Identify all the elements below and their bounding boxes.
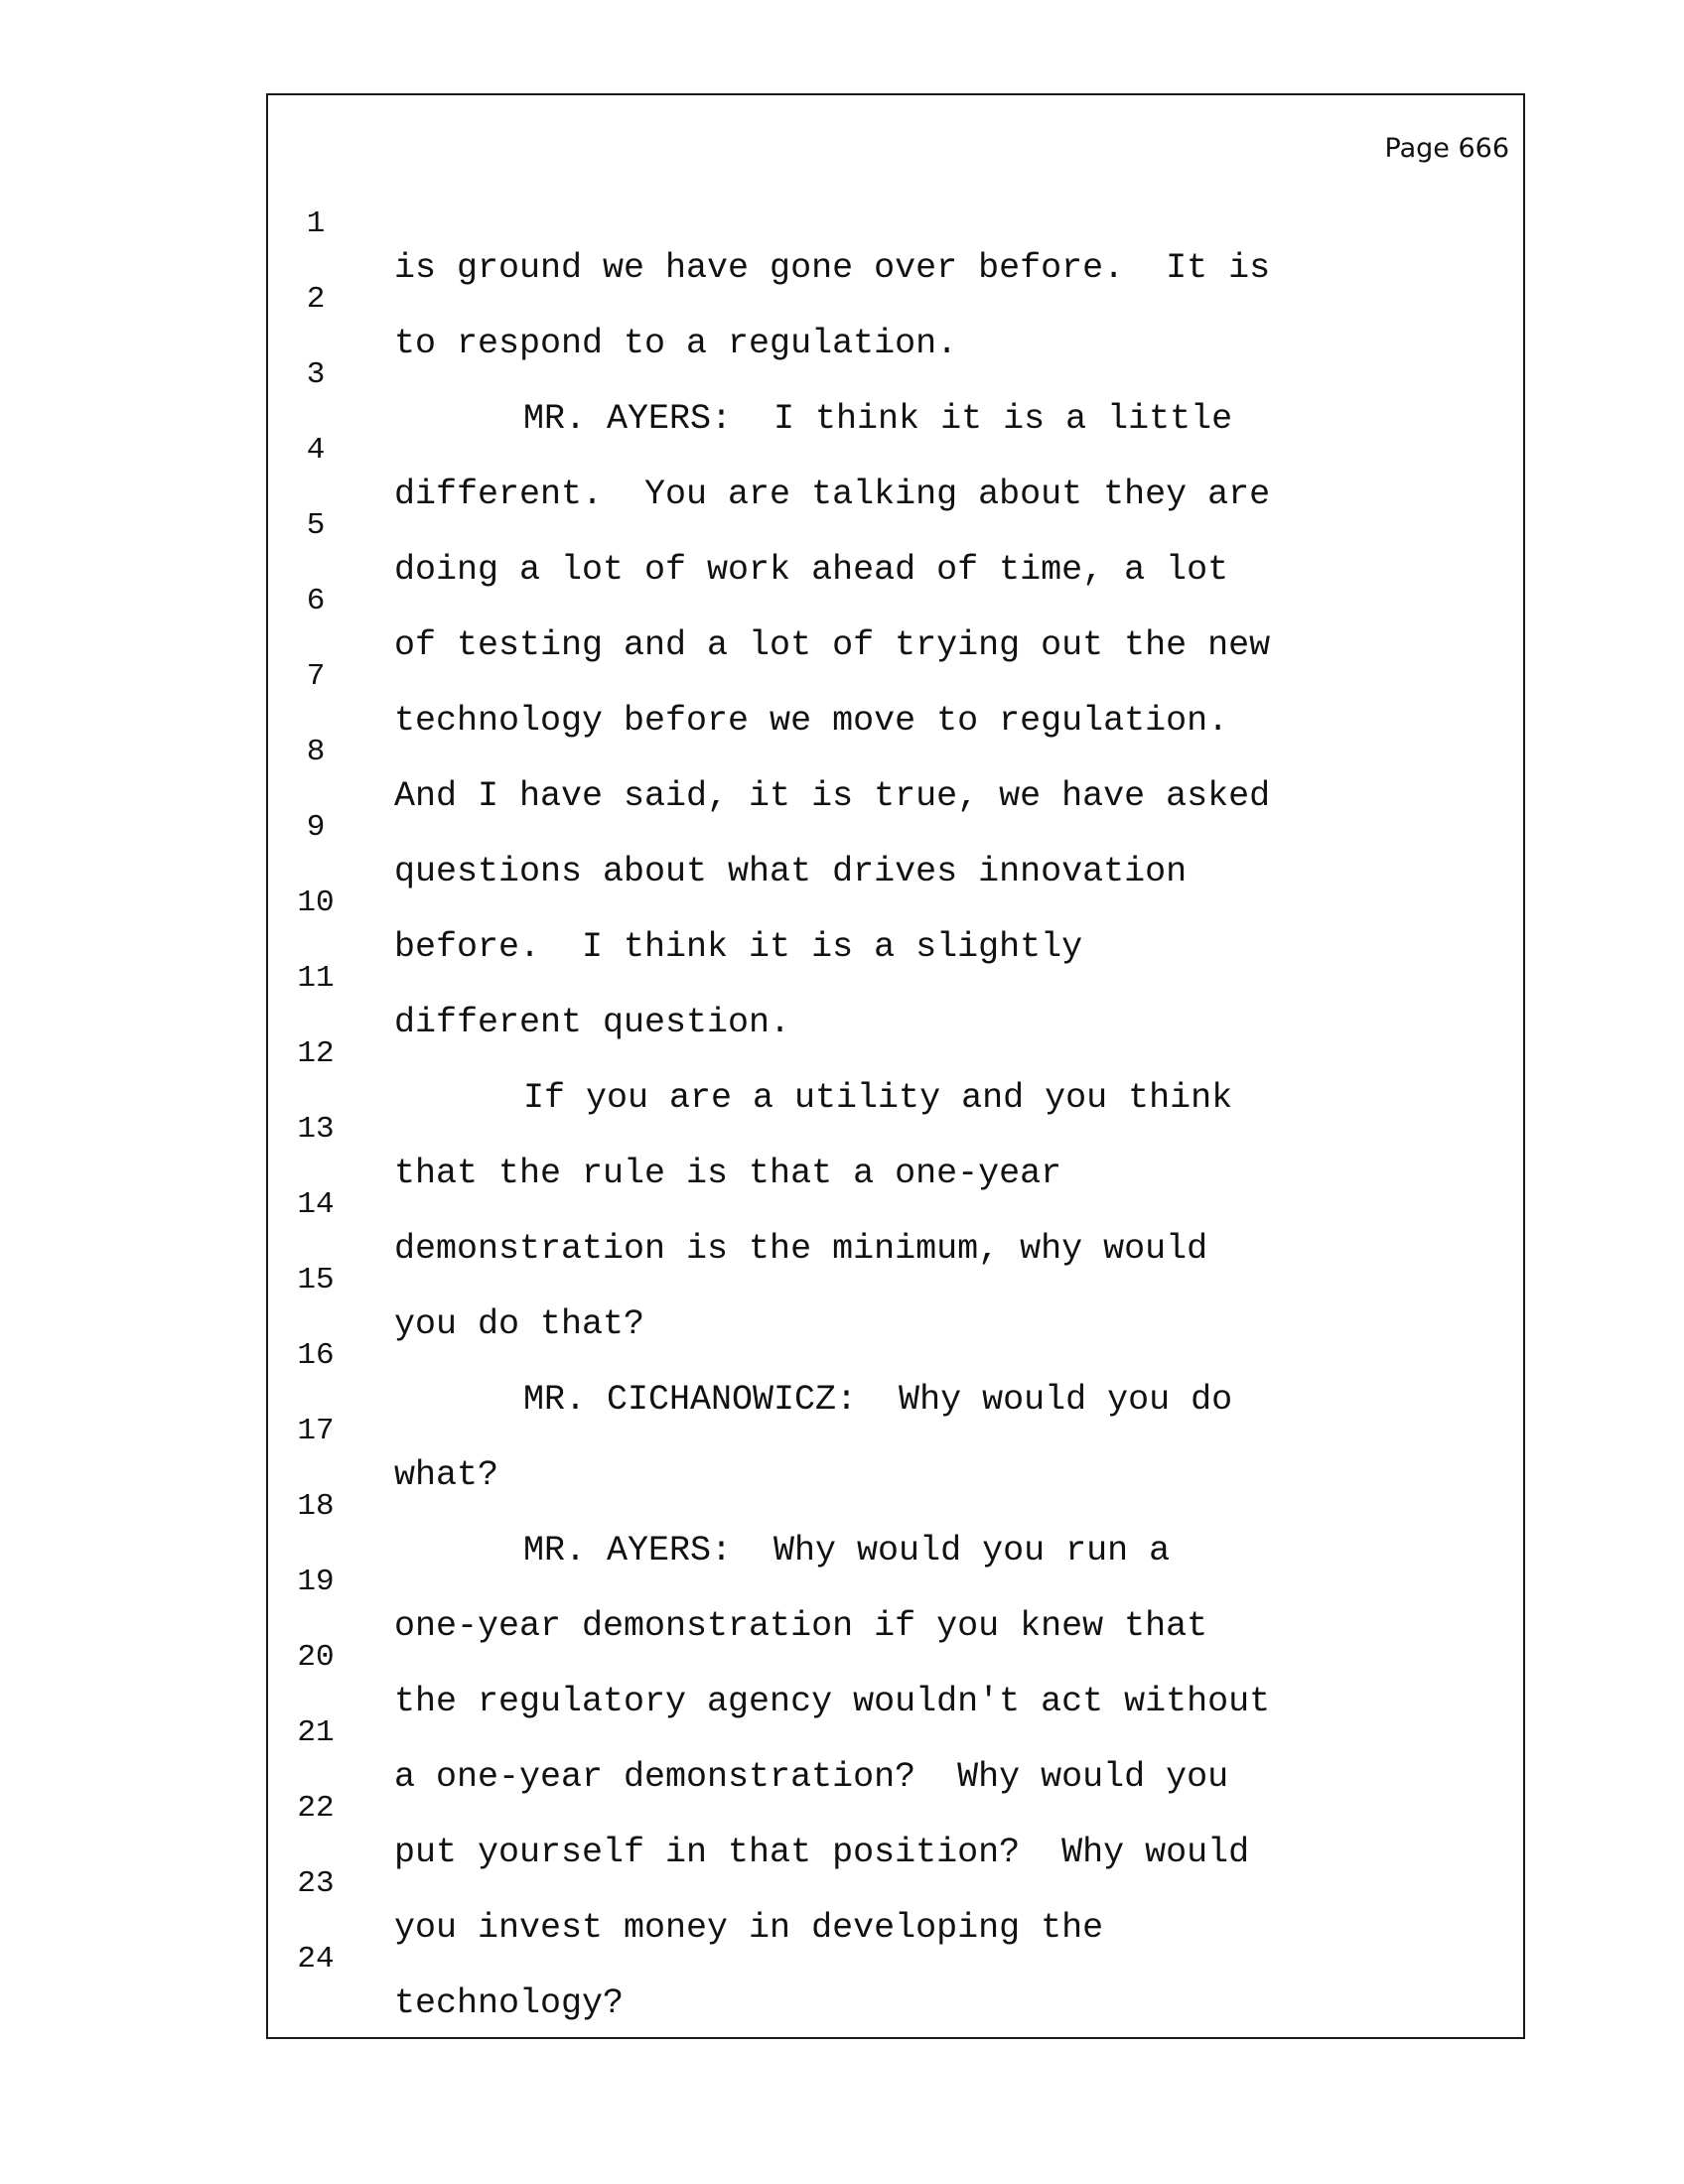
line-number: 11 (297, 961, 335, 996)
line-text: different. You are talking about they are (394, 475, 1271, 514)
line-number: 19 (297, 1565, 335, 1599)
line-text: MR. AYERS: I think it is a little (523, 399, 1233, 439)
line-number: 12 (297, 1036, 335, 1071)
page-number: Page 666 (1384, 133, 1509, 164)
transcript-line (278, 838, 1470, 967)
line-number: 6 (306, 584, 326, 618)
transcript-line (278, 1215, 1470, 1344)
line-number: 16 (297, 1338, 335, 1373)
line-text: MR. CICHANOWICZ: Why would you do (523, 1380, 1233, 1420)
transcript-line (278, 762, 1470, 891)
transcript-line (278, 159, 1470, 288)
transcript-line (278, 1441, 1470, 1570)
line-number: 4 (306, 433, 326, 468)
line-number: 17 (297, 1414, 335, 1448)
transcript-line (278, 1668, 1470, 1797)
line-number: 10 (297, 886, 335, 920)
line-text: different question. (394, 1003, 791, 1042)
line-text: what? (394, 1455, 499, 1495)
transcript-line (278, 536, 1470, 665)
transcript-line (278, 1894, 1470, 2023)
line-number: 5 (306, 508, 326, 543)
line-text: is ground we have gone over before. It is (394, 248, 1271, 288)
line-number: 15 (297, 1263, 335, 1297)
transcript-line (278, 612, 1470, 741)
transcript-line (278, 989, 1470, 1118)
line-number: 9 (306, 810, 326, 845)
transcript-line (278, 310, 1470, 439)
line-text: put yourself in that position? Why would (394, 1833, 1250, 1872)
line-text: you invest money in developing the (394, 1908, 1104, 1948)
line-number: 1 (306, 206, 326, 241)
line-number: 24 (297, 1942, 335, 1977)
line-text: technology? (394, 1983, 625, 2023)
line-text: of testing and a lot of trying out the new (394, 625, 1271, 665)
transcript-line (278, 1366, 1470, 1495)
line-text: before. I think it is a slightly (394, 927, 1083, 967)
line-number: 22 (297, 1791, 335, 1826)
transcript-line (278, 1291, 1470, 1420)
transcript-line (278, 461, 1470, 590)
line-text: to respond to a regulation. (394, 324, 958, 363)
transcript-line (278, 1819, 1470, 1948)
line-number: 8 (306, 735, 326, 769)
line-text: And I have said, it is true, we have asked (394, 776, 1271, 816)
line-text: questions about what drives innovation (394, 852, 1188, 891)
line-text: doing a lot of work ahead of time, a lot (394, 550, 1229, 590)
line-text: If you are a utility and you think (523, 1078, 1233, 1118)
line-number: 2 (306, 282, 326, 317)
line-number: 20 (297, 1640, 335, 1675)
line-number: 3 (306, 357, 326, 392)
line-text: demonstration is the minimum, why would (394, 1229, 1208, 1269)
line-text: technology before we move to regulation. (394, 701, 1229, 741)
transcript-line (278, 687, 1470, 816)
transcript-line (278, 1592, 1470, 1721)
transcript-line (278, 385, 1470, 514)
line-number: 21 (297, 1715, 335, 1750)
line-text: one-year demonstration if you knew that (394, 1606, 1208, 1646)
line-number: 13 (297, 1112, 335, 1147)
transcript-line (278, 1140, 1470, 1269)
line-text: you do that? (394, 1304, 645, 1344)
line-number: 7 (306, 659, 326, 694)
line-number: 14 (297, 1187, 335, 1222)
line-text: the regulatory agency wouldn't act without (394, 1682, 1271, 1721)
line-text: MR. AYERS: Why would you run a (523, 1531, 1171, 1570)
transcript-line (278, 1743, 1470, 1872)
line-text: a one-year demonstration? Why would you (394, 1757, 1229, 1797)
line-number: 23 (297, 1866, 335, 1901)
transcript-line (278, 913, 1470, 1042)
transcript-lines (278, 159, 1470, 2023)
transcript-line (278, 1517, 1470, 1646)
transcript-line (278, 234, 1470, 363)
transcript-line (278, 1064, 1470, 1193)
line-text: that the rule is that a one-year (394, 1154, 1062, 1193)
line-number: 18 (297, 1489, 335, 1524)
